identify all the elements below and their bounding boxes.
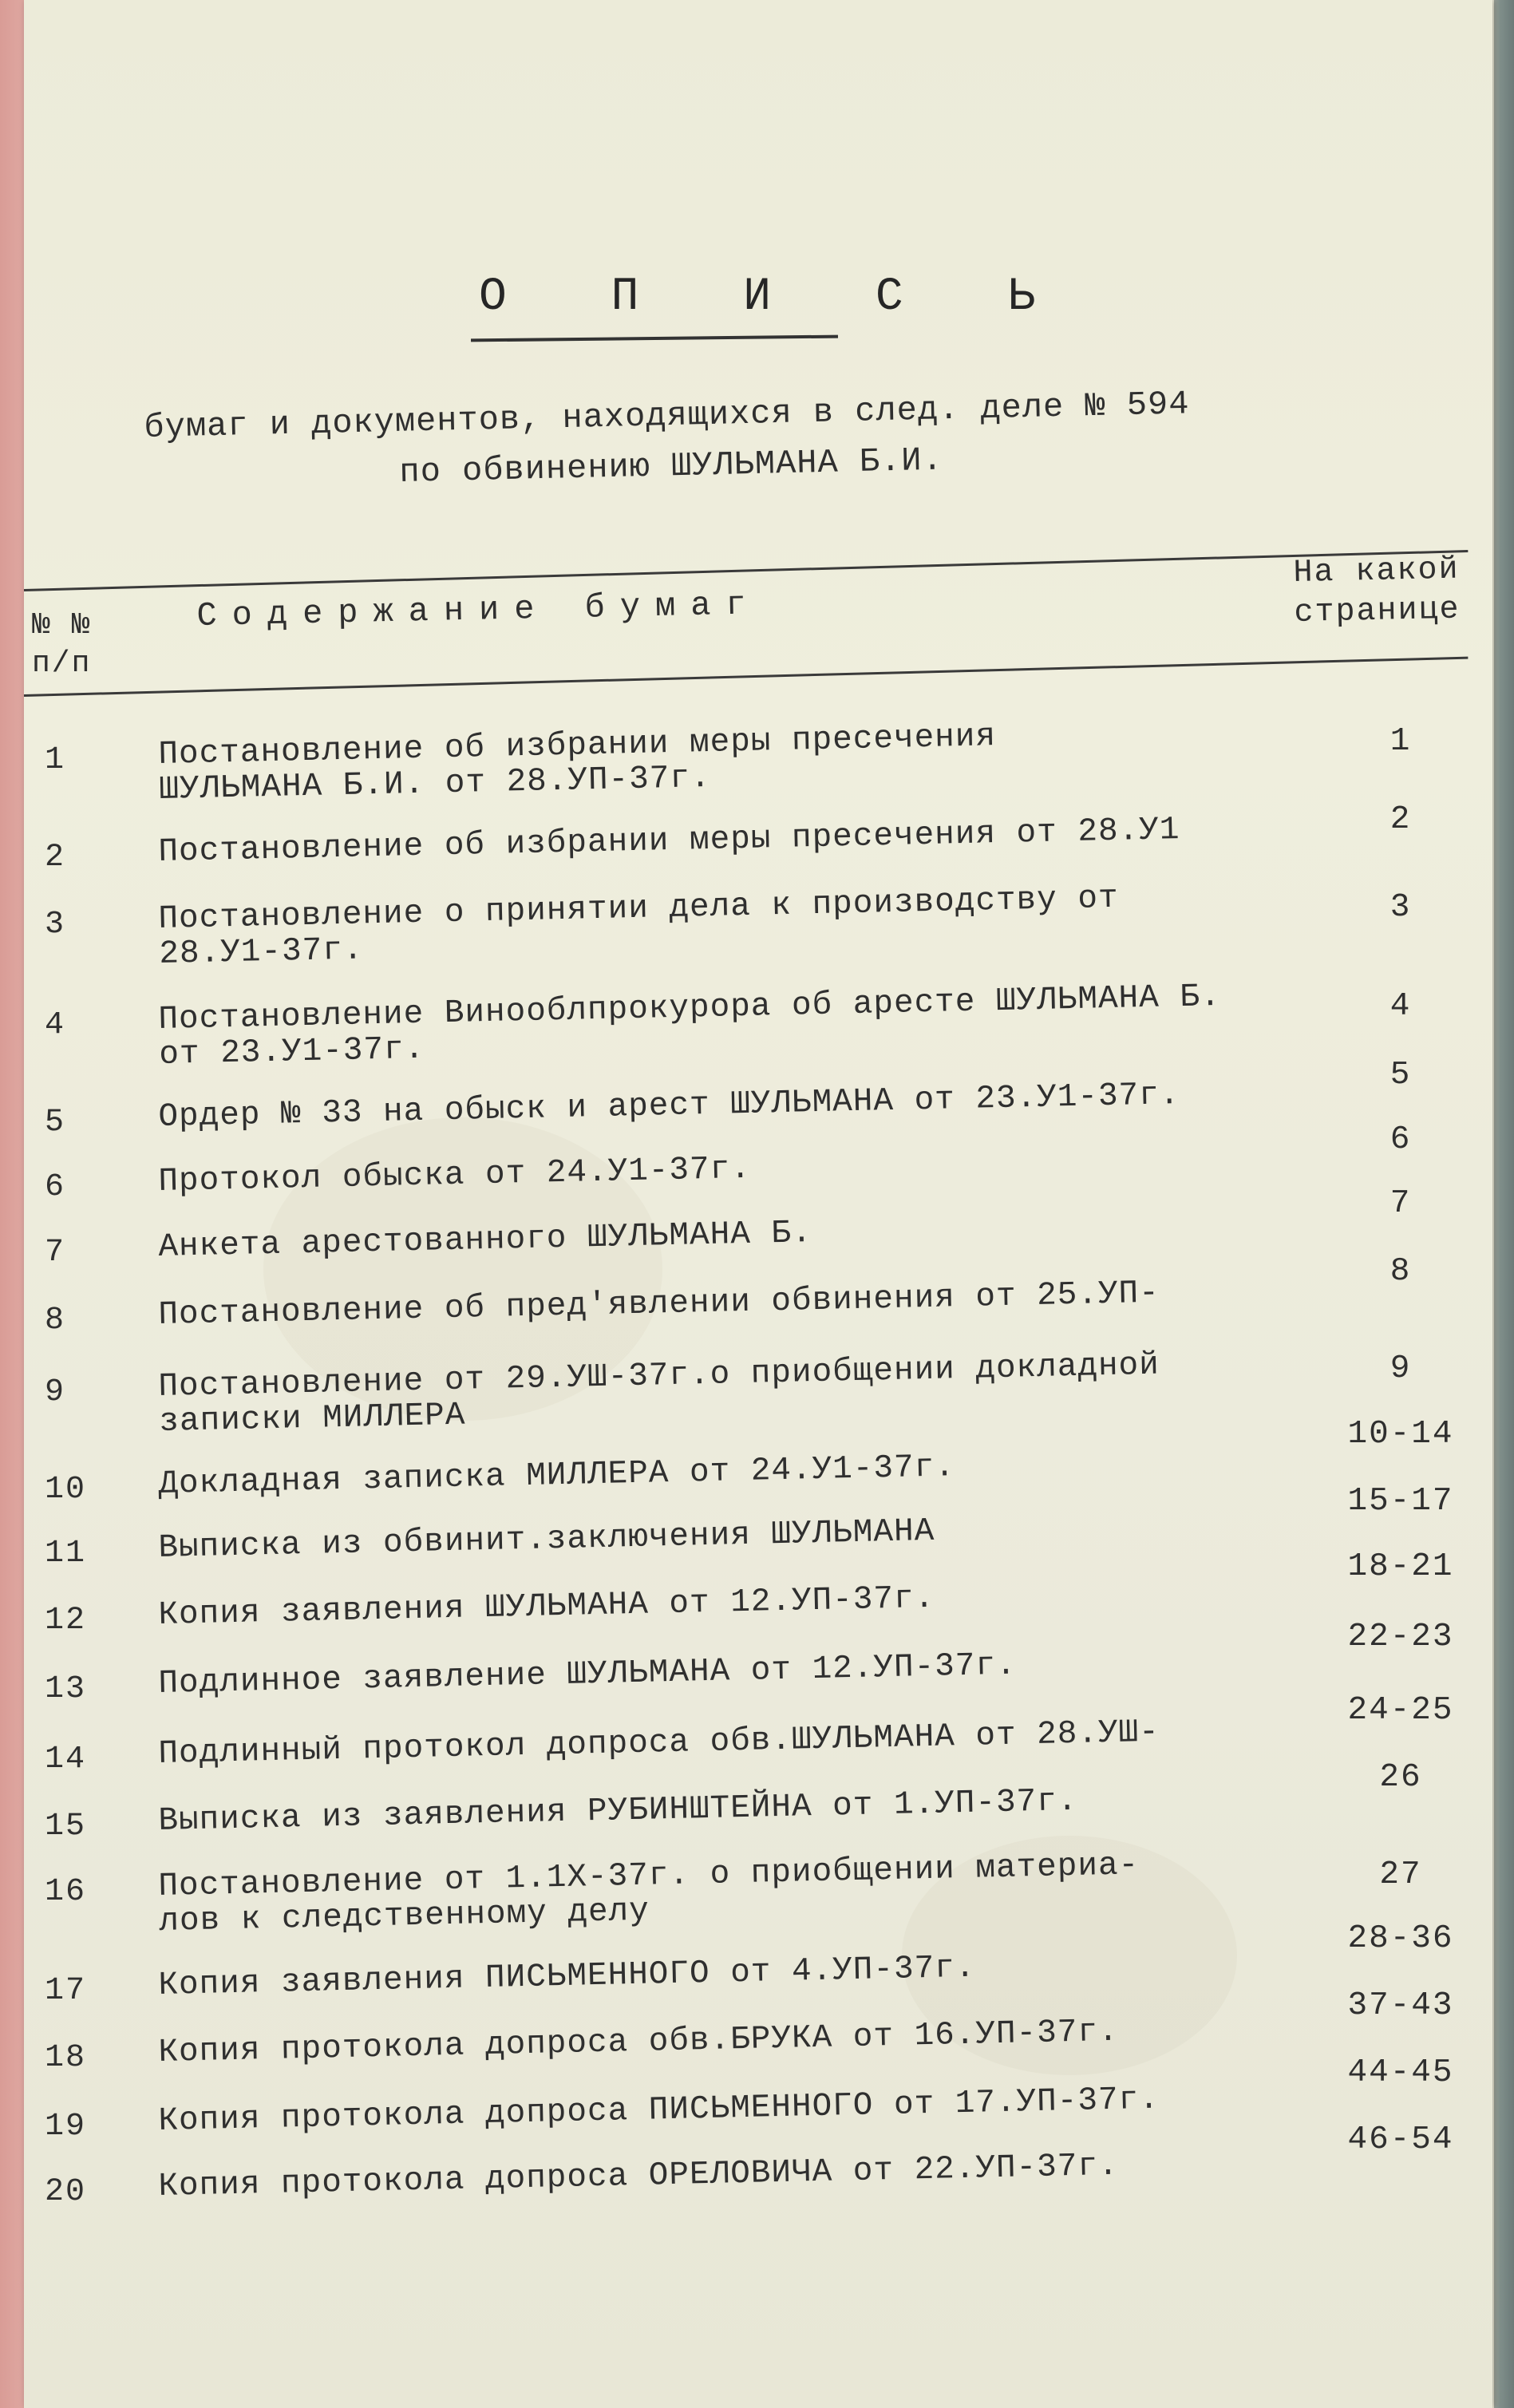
row-content [158,881,1120,972]
row-number: 16 [45,1874,87,1910]
row-page: 6 [1389,1121,1412,1158]
table-row [24,978,1492,1074]
row-content-line1: Копия протокола допроса обв.БРУКА от 16.УП-37г. [157,2013,1120,2071]
row-content-line2: лов к следственному делу [158,1892,650,1940]
row-page: 5 [1389,1057,1412,1093]
row-content-line1: Постановление об пред'явлении обвинения от 25.УП- [157,1275,1160,1334]
row-content-line1: Анкета арестованного ШУЛЬМАНА Б. [157,1215,813,1266]
row-content-line1: Постановление от 29.УШ-37г.о приобщении докладной [157,1346,1160,1406]
row-number: 14 [45,1742,87,1777]
row-content [158,1784,1078,1839]
row-content [158,719,997,808]
row-page: 37-43 [1347,1987,1454,2024]
row-content [158,1216,812,1265]
row-content-line1: Подлинное заявление ШУЛЬМАНА от 12.УП-37г. [157,1647,1018,1702]
document-subtitle-line2: по обвинению ШУЛЬМАНА Б.И. [399,441,944,492]
table-row [24,1619,1492,1707]
row-number: 9 [45,1374,66,1410]
table-row [24,1253,1492,1338]
row-content [158,1449,955,1502]
table-row [24,1121,1492,1205]
row-page: 27 [1379,1856,1422,1893]
row-content-line1: Выписка из обвинит.заключения ШУЛЬМАНА [157,1512,935,1567]
row-number: 11 [45,1536,87,1572]
row-number: 7 [45,1235,66,1271]
row-content-line2: ШУЛЬМАНА Б.И. от 28.УП-37г. [158,759,712,809]
row-content-line1: Постановление от 1.1Х-37г. о приобщении материа- [157,1847,1140,1905]
row-page: 9 [1389,1350,1412,1387]
table-row [24,1692,1492,1777]
row-content [158,2082,1160,2139]
row-number: 20 [45,2174,87,2210]
row-content-line1: Постановление об избрании меры пресечения от 28.У1 [157,812,1180,871]
row-number: 17 [45,1973,87,2009]
row-content-line1: Копия протокола допроса ПИСЬМЕННОГО от 17.УП-37г. [157,2081,1160,2140]
row-content-line1: Копия заявления ШУЛЬМАНА от 12.УП-37г. [157,1580,935,1634]
row-number: 3 [45,907,66,943]
row-content [158,1581,935,1633]
row-page: 2 [1389,801,1412,838]
row-content [158,2015,1119,2070]
row-number: 6 [45,1169,66,1205]
table-row [24,1185,1492,1271]
row-page: 15-17 [1347,1483,1454,1520]
row-page: 28-36 [1347,1920,1454,1957]
row-content-line2: 28.У1-37г. [158,931,364,973]
table-row [24,718,1492,809]
row-page: 4 [1389,988,1412,1025]
header-number [32,607,91,683]
row-number: 12 [45,1603,87,1639]
row-number: 13 [45,1671,87,1707]
row-page: 10-14 [1347,1416,1454,1453]
row-content [158,2149,1119,2204]
header-page-line1: На какой [1293,552,1460,591]
header-number-line2: п/п [32,646,92,681]
row-content-line1: Выписка из заявления РУБИНШТЕЙНА от 1.УП-37г. [157,1782,1078,1840]
row-content [158,979,1222,1073]
table-row [24,1057,1492,1141]
row-page: 46-54 [1347,2121,1454,2158]
header-content: Содержание бумаг [196,585,762,635]
row-content-line1: Копия заявления ПИСЬМЕННОГО от 4.УП-37г. [157,1949,976,2004]
title-underline [471,335,838,342]
row-content-line1: Ордер № 33 на обыск и арест ШУЛЬМАНА от 23.У1-37г. [157,1077,1180,1136]
row-content [158,813,1180,870]
row-content-line1: Докладная записка МИЛЛЕРА от 24.У1-37г. [157,1449,956,1503]
row-content [158,1514,935,1566]
table-row [24,880,1492,973]
row-content [158,1715,1160,1772]
row-content-line1: Постановление Винооблпрокурора об аресте ШУЛЬМАНА Б. [157,978,1222,1038]
row-content-line1: Постановление о принятии дела к производству от [157,880,1120,938]
header-page-line2: странице [1294,591,1461,631]
row-number: 2 [45,840,66,876]
document-subtitle-line1: бумаг и документов, находящихся в след. деле № 594 [144,385,1190,447]
row-content-line1: Протокол обыска от 24.У1-37г. [157,1150,752,1200]
row-content-line1: Постановление об избрании меры пресечения [157,718,997,773]
row-content-line2: записки МИЛЛЕРА [158,1397,466,1441]
row-number: 19 [45,2109,87,2145]
document-sheet [24,0,1492,2408]
row-page: 22-23 [1347,1619,1454,1655]
row-content [158,1951,976,2003]
row-content [158,1152,751,1200]
row-content-line1: Подлинный протокол допроса обв.ШУЛЬМАНА от 28.УШ- [157,1714,1160,1773]
row-page: 44-45 [1347,2054,1454,2091]
row-content-line1: Копия протокола допроса ОРЕЛОВИЧА от 22.УП-37г. [157,2147,1120,2205]
row-page: 3 [1389,889,1412,926]
row-content [158,1077,1180,1135]
table-header-rule [24,657,1468,697]
row-number: 5 [45,1105,66,1141]
row-number: 4 [45,1007,66,1043]
row-page: 18-21 [1347,1548,1454,1585]
row-number: 8 [45,1303,66,1338]
row-page: 24-25 [1347,1692,1454,1729]
row-number: 10 [45,1472,87,1508]
row-number: 15 [45,1809,87,1845]
header-page [1293,551,1461,634]
row-content [158,1648,1017,1702]
table-row [24,801,1492,876]
document-title: О П И С Ь [479,271,1074,323]
row-page: 8 [1389,1253,1412,1290]
row-page: 7 [1389,1185,1412,1222]
row-number: 1 [45,742,66,778]
row-content-line2: от 23.У1-37г. [158,1030,425,1074]
row-number: 18 [45,2040,87,2076]
row-page: 26 [1379,1759,1422,1796]
row-page: 1 [1389,723,1412,760]
header-number-line1: № № [32,608,92,643]
